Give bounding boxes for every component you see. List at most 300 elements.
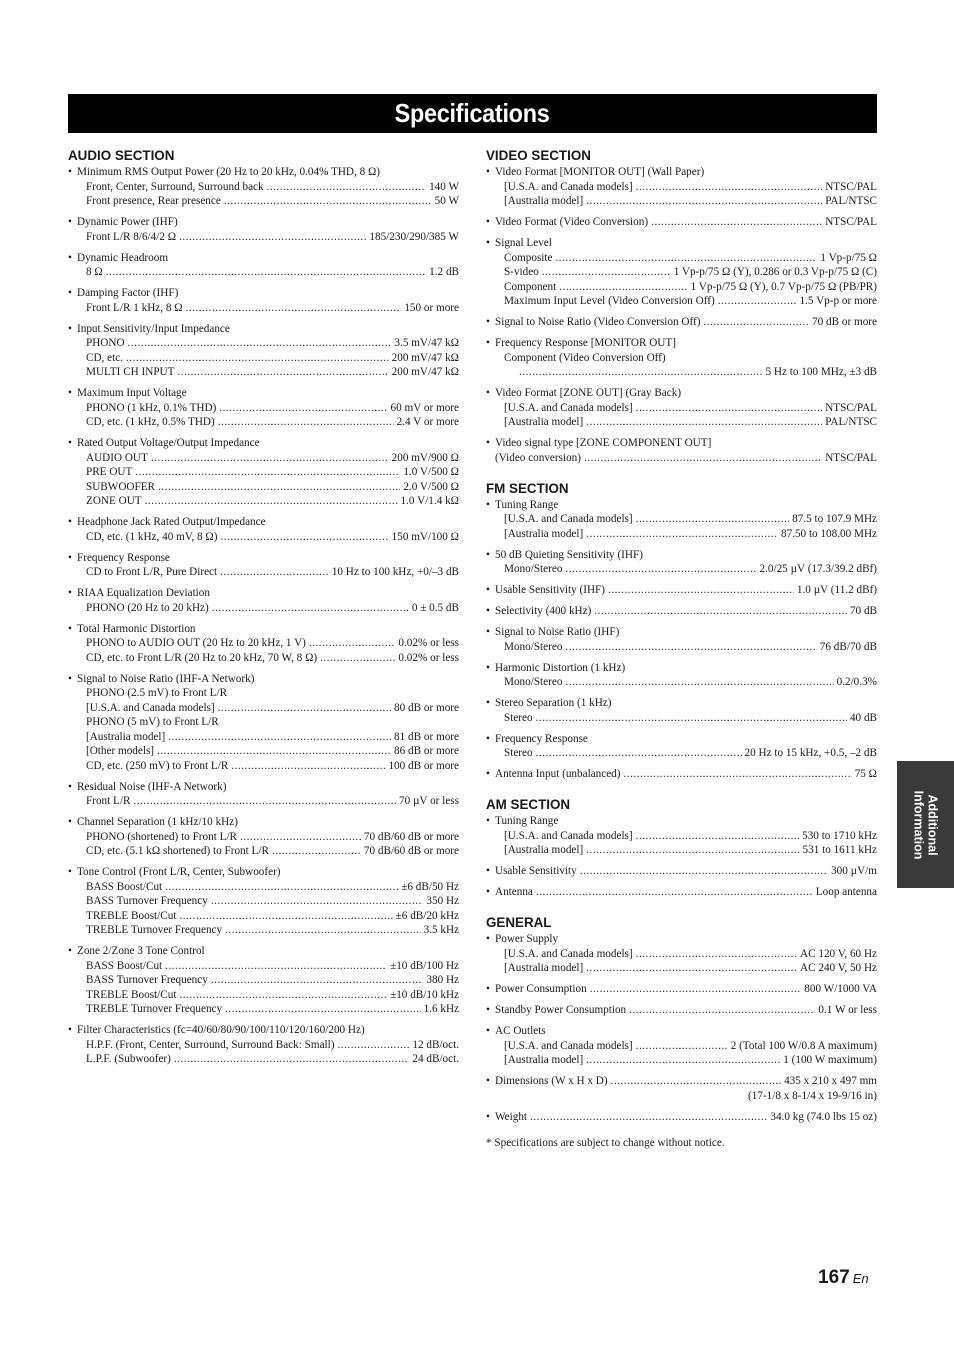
spec-item — [68, 944, 459, 1017]
spec-value: 200 mV/47 kΩ — [391, 351, 459, 364]
spec-value: PAL/NTSC — [825, 416, 877, 428]
spec-value: 87.50 to 108.00 MHz — [780, 527, 877, 540]
spec-section — [486, 472, 877, 782]
spec-label: • Weight — [495, 1110, 528, 1123]
spec-line — [486, 640, 877, 655]
spec-item — [486, 1024, 877, 1068]
spec-line — [68, 465, 459, 480]
spec-item — [486, 814, 877, 858]
dot-leader — [629, 1003, 815, 1018]
spec-label: PHONO (5 mV) to Front L/R — [86, 716, 219, 728]
spec-value: 100 dB or more — [388, 759, 459, 772]
spec-label: [Australia model] — [504, 527, 584, 540]
spec-line — [68, 586, 459, 601]
spec-line — [68, 386, 459, 401]
spec-item — [68, 322, 459, 380]
spec-label: [U.S.A. and Canada models] — [504, 180, 633, 193]
dot-leader — [220, 530, 388, 545]
spec-line — [68, 973, 459, 988]
spec-item — [486, 885, 877, 900]
spec-label: Stereo — [504, 747, 533, 759]
spec-label: PHONO — [86, 337, 125, 349]
spec-line — [68, 265, 459, 280]
spec-label: • Tone Control (Front L/R, Center, Subwoofer) — [77, 866, 281, 878]
spec-line — [486, 436, 877, 451]
dot-leader — [106, 265, 426, 280]
spec-label: Stereo — [504, 711, 533, 724]
dot-leader — [212, 601, 409, 616]
spec-value: 86 dB or more — [394, 745, 459, 757]
spec-label: • Frequency Response — [77, 551, 170, 564]
dot-leader — [240, 830, 361, 845]
spec-value: 70 dB/60 dB or more — [363, 845, 459, 857]
spec-value: 3.5 kHz — [423, 924, 459, 936]
spec-label: SUBWOOFER — [86, 480, 155, 493]
spec-value: 800 W/1000 VA — [804, 983, 877, 995]
page-title: Specifications — [395, 98, 550, 128]
spec-value: NTSC/PAL — [825, 451, 877, 464]
dot-leader — [586, 527, 778, 542]
dot-leader — [211, 894, 424, 909]
spec-value: 2.0/25 µV (17.3/39.2 dBf) — [759, 563, 877, 575]
spec-line — [68, 365, 459, 380]
spec-line — [68, 988, 459, 1003]
spec-label: • Filter Characteristics (fc=40/60/80/90/100/110/120/160/200 Hz) — [77, 1024, 365, 1036]
spec-line — [486, 1039, 877, 1054]
spec-value: 3.5 mV/47 kΩ — [394, 337, 459, 349]
spec-value: 70 dB or more — [812, 316, 877, 328]
dot-leader — [272, 844, 361, 859]
spec-line — [486, 947, 877, 962]
dot-leader — [309, 636, 396, 651]
dot-leader — [145, 494, 398, 509]
spec-line — [68, 744, 459, 759]
spec-line — [486, 661, 877, 676]
spec-line — [68, 530, 459, 545]
spec-item — [68, 586, 459, 615]
dot-leader — [590, 982, 802, 997]
spec-label: • Headphone Jack Rated Output/Impedance — [77, 516, 266, 528]
dot-leader — [651, 215, 822, 230]
spec-label: Front presence, Rear presence — [86, 195, 221, 207]
spec-value: 1.6 kHz — [423, 1003, 459, 1015]
spec-label: • Input Sensitivity/Input Impedance — [77, 322, 230, 335]
dot-leader — [586, 415, 822, 430]
spec-label: [Australia model] — [504, 416, 584, 428]
dot-leader — [179, 909, 392, 924]
spec-value: ±10 dB/10 kHz — [390, 988, 459, 1001]
spec-item — [68, 165, 459, 209]
spec-line — [486, 236, 877, 251]
dot-leader — [584, 451, 822, 466]
spec-label: • RIAA Equalization Deviation — [77, 587, 210, 599]
spec-line — [68, 944, 459, 959]
spec-item — [68, 286, 459, 315]
spec-line — [68, 1038, 459, 1053]
spec-value: 40 dB — [849, 711, 877, 724]
spec-line — [486, 864, 877, 879]
spec-value: 20 Hz to 15 kHz, +0.5, –2 dB — [744, 747, 877, 759]
dot-leader — [320, 651, 395, 666]
spec-label: CD, etc. (250 mV) to Front L/R — [86, 759, 229, 772]
spec-line — [68, 909, 459, 924]
spec-label: CD, etc. — [86, 351, 123, 364]
spec-item — [68, 215, 459, 244]
spec-label: Component (Video Conversion Off) — [504, 351, 666, 364]
spec-line — [486, 1024, 877, 1039]
spec-value: 0.1 W or less — [818, 1004, 877, 1016]
spec-label: PHONO to AUDIO OUT (20 Hz to 20 kHz, 1 V) — [86, 637, 306, 649]
dot-leader — [536, 711, 847, 726]
spec-line — [486, 415, 877, 430]
spec-line — [486, 165, 877, 180]
right-column — [486, 147, 877, 1151]
dot-leader — [133, 794, 396, 809]
spec-label: • Tuning Range — [495, 815, 559, 827]
spec-label: • Damping Factor (IHF) — [77, 287, 179, 299]
section-heading: AUDIO SECTION — [68, 148, 175, 163]
spec-item — [68, 551, 459, 580]
spec-line — [486, 767, 877, 782]
dot-leader — [165, 880, 398, 895]
spec-line — [486, 675, 877, 690]
spec-line — [486, 982, 877, 997]
page-number: 167 En — [818, 1267, 869, 1288]
left-column — [68, 147, 459, 1073]
spec-value: 1 Vp-p/75 Ω — [820, 251, 877, 264]
spec-value: Loop antenna — [815, 886, 877, 898]
dot-leader — [718, 294, 797, 309]
dot-leader — [624, 767, 852, 782]
spec-label: [Australia model] — [504, 1054, 584, 1066]
spec-line — [68, 480, 459, 495]
dot-leader — [338, 1038, 410, 1053]
spec-line — [486, 315, 877, 330]
dot-leader — [174, 1052, 410, 1067]
spec-line — [486, 885, 877, 900]
spec-item — [486, 767, 877, 782]
spec-value: 70 dB — [849, 605, 877, 617]
spec-label: [U.S.A. and Canada models] — [504, 1039, 633, 1052]
spec-item — [486, 336, 877, 380]
spec-value: 2 (Total 100 W/0.8 A maximum) — [730, 1039, 877, 1052]
spec-line — [68, 251, 459, 266]
spec-line — [486, 746, 877, 761]
spec-label: TREBLE Turnover Frequency — [86, 1003, 223, 1015]
spec-label: • Rated Output Voltage/Output Impedance — [77, 437, 260, 449]
spec-line — [68, 844, 459, 859]
spec-item — [68, 815, 459, 859]
spec-item — [68, 672, 459, 774]
spec-label: Mono/Stereo — [504, 563, 563, 575]
spec-label: H.P.F. (Front, Center, Surround, Surround Back: Small) — [86, 1038, 335, 1051]
spec-label: PHONO (shortened) to Front L/R — [86, 830, 238, 843]
spec-label: • Video Format [ZONE OUT] (Gray Back) — [495, 387, 682, 399]
spec-value: ±6 dB/50 Hz — [401, 880, 459, 893]
spec-line — [486, 1053, 877, 1068]
spec-line — [486, 548, 877, 563]
spec-value: 2.4 V or more — [396, 416, 459, 428]
spec-section — [486, 788, 877, 900]
spec-value: 1.0 V/500 Ω — [403, 466, 459, 478]
spec-item — [486, 982, 877, 997]
dot-leader — [168, 730, 391, 745]
spec-label: • Antenna — [495, 886, 533, 898]
spec-line — [68, 830, 459, 845]
dot-leader — [519, 365, 763, 380]
dot-leader — [231, 759, 385, 774]
spec-line — [486, 732, 877, 747]
spec-label: CD, etc. (5.1 kΩ shortened) to Front L/R — [86, 845, 269, 857]
dot-leader — [636, 1039, 728, 1054]
spec-value: 300 µV/m — [831, 865, 877, 877]
spec-item — [68, 386, 459, 430]
spec-value: AC 120 V, 60 Hz — [800, 947, 877, 960]
spec-label: (Video conversion) — [495, 451, 582, 464]
spec-value: 24 dB/oct. — [412, 1053, 459, 1065]
spec-label: • Usable Sensitivity — [495, 865, 577, 877]
spec-label: • Frequency Response [MONITOR OUT] — [495, 337, 676, 349]
dot-leader — [586, 961, 797, 976]
spec-value: 1.0 µV (11.2 dBf) — [796, 584, 877, 596]
spec-value: 435 x 210 x 497 mm — [784, 1075, 877, 1087]
spec-value: 87.5 to 107.9 MHz — [792, 513, 877, 525]
spec-label: [Other models] — [86, 745, 155, 757]
spec-line — [68, 551, 459, 566]
spec-line — [68, 780, 459, 795]
spec-line — [486, 451, 877, 466]
spec-item — [486, 604, 877, 619]
spec-line — [68, 351, 459, 366]
spec-line — [68, 715, 459, 730]
spec-section — [486, 906, 877, 1124]
spec-label: AUDIO OUT — [86, 451, 148, 464]
spec-line — [68, 230, 459, 245]
spec-label: Mono/Stereo — [504, 676, 563, 688]
spec-line — [486, 1089, 877, 1104]
spec-label: • Video Format (Video Conversion) — [495, 216, 649, 228]
spec-line — [486, 194, 877, 209]
spec-value: 530 to 1710 kHz — [802, 829, 877, 842]
spec-section — [486, 147, 877, 465]
spec-item — [68, 1023, 459, 1067]
spec-value: 2.0 V/500 Ω — [403, 480, 459, 493]
spec-label: • Maximum Input Voltage — [77, 387, 187, 399]
spec-line — [486, 1003, 877, 1018]
spec-value: 1 Vp-p/75 Ω (Y), 0.7 Vp-p/75 Ω (PB/PR) — [690, 280, 877, 293]
spec-value: ±6 dB/20 kHz — [395, 909, 459, 922]
spec-label: • Power Supply — [495, 933, 559, 945]
spec-line — [486, 401, 877, 416]
spec-item — [486, 315, 877, 330]
spec-label: [U.S.A. and Canada models] — [86, 701, 215, 714]
dot-leader — [165, 959, 387, 974]
section-heading: AM SECTION — [486, 797, 571, 812]
spec-label: Maximum Input Level (Video Conversion Off) — [504, 295, 715, 307]
spec-value: 5 Hz to 100 MHz, ±3 dB — [765, 366, 877, 378]
spec-value: 10 Hz to 100 kHz, +0/–3 dB — [331, 566, 459, 578]
spec-item — [68, 865, 459, 938]
spec-line — [486, 1110, 877, 1125]
spec-value: 0.02% or less — [398, 637, 459, 649]
spec-value: 140 W — [429, 180, 459, 193]
spec-item — [486, 1074, 877, 1103]
spec-value: 1.2 dB — [429, 266, 459, 278]
spec-label: • Stereo Separation (1 kHz) — [495, 697, 612, 709]
spec-value: 70 dB/60 dB or more — [363, 830, 459, 843]
spec-line — [486, 625, 877, 640]
spec-item — [486, 498, 877, 542]
spec-section — [68, 147, 459, 1067]
spec-label: BASS Boost/Cut — [86, 959, 163, 972]
spec-line — [68, 565, 459, 580]
spec-value: 0 ± 0.5 dB — [411, 601, 459, 614]
spec-line — [68, 322, 459, 337]
spec-line — [486, 696, 877, 711]
spec-label: • Harmonic Distortion (1 kHz) — [495, 661, 626, 674]
dot-leader — [225, 923, 420, 938]
dot-leader — [158, 480, 400, 495]
spec-line — [486, 336, 877, 351]
dot-leader — [703, 315, 809, 330]
spec-line — [486, 251, 877, 266]
spec-line — [68, 494, 459, 509]
spec-label: • Channel Separation (1 kHz/10 kHz) — [77, 816, 238, 828]
dot-leader — [218, 415, 394, 430]
spec-item — [486, 732, 877, 761]
spec-line — [68, 636, 459, 651]
spec-value: ±10 dB/100 Hz — [390, 959, 459, 972]
spec-line — [486, 829, 877, 844]
spec-line — [68, 880, 459, 895]
spec-label: • Dynamic Headroom — [77, 251, 169, 264]
spec-line — [68, 815, 459, 830]
spec-line — [486, 583, 877, 598]
spec-label: 8 Ω — [86, 266, 103, 278]
spec-label: • Selectivity (400 kHz) — [495, 605, 592, 617]
spec-label: Component — [504, 280, 557, 293]
spec-label: TREBLE Turnover Frequency — [86, 924, 223, 936]
spec-line — [68, 451, 459, 466]
spec-label: Front, Center, Surround, Surround back — [86, 180, 264, 193]
spec-item — [486, 864, 877, 879]
dot-leader — [636, 401, 823, 416]
spec-item — [486, 386, 877, 430]
dot-leader — [220, 565, 329, 580]
dot-leader — [559, 280, 687, 295]
spec-label: • Frequency Response — [495, 732, 588, 745]
spec-label: • Zone 2/Zone 3 Tone Control — [77, 945, 205, 957]
dot-leader — [636, 512, 790, 527]
spec-value: 150 mV/100 Ω — [391, 530, 459, 543]
dot-leader — [565, 640, 816, 655]
side-tab-label: Additional Information — [911, 790, 940, 859]
spec-label: ZONE OUT — [86, 495, 142, 507]
spec-label: • Power Consumption — [495, 983, 587, 995]
spec-line — [486, 512, 877, 527]
spec-label: PHONO (1 kHz, 0.1% THD) — [86, 401, 217, 414]
spec-label: CD, etc. to Front L/R (20 Hz to 20 kHz, 70 W, 8 Ω) — [86, 651, 318, 664]
spec-line — [68, 686, 459, 701]
spec-line — [486, 1074, 877, 1089]
spec-item — [68, 251, 459, 280]
spec-label: Composite — [504, 251, 553, 264]
spec-line — [486, 843, 877, 858]
spec-label: Mono/Stereo — [504, 640, 563, 653]
spec-value: 1 Vp-p/75 Ω (Y), 0.286 or 0.3 Vp-p/75 Ω (C) — [673, 266, 877, 278]
spec-label: • Usable Sensitivity (IHF) — [495, 584, 606, 596]
spec-item — [486, 436, 877, 465]
dot-leader — [157, 744, 391, 759]
spec-line — [486, 215, 877, 230]
spec-item — [68, 515, 459, 544]
spec-label: S-video — [504, 266, 539, 278]
spec-line — [68, 622, 459, 637]
spec-value: 185/230/290/385 W — [369, 230, 459, 243]
spec-label: [Australia model] — [86, 730, 166, 743]
spec-value: (17-1/8 x 8-1/4 x 19-9/16 in) — [748, 1089, 877, 1102]
spec-value: NTSC/PAL — [825, 216, 877, 228]
spec-line — [68, 730, 459, 745]
spec-value: AC 240 V, 50 Hz — [800, 962, 877, 974]
dot-leader — [636, 829, 799, 844]
spec-value: 12 dB/oct. — [412, 1038, 459, 1051]
spec-value: 76 dB/70 dB — [819, 640, 877, 653]
dot-leader — [135, 465, 400, 480]
section-heading: VIDEO SECTION — [486, 148, 591, 163]
spec-line — [486, 498, 877, 513]
spec-item — [486, 696, 877, 725]
footnote: * Specifications are subject to change without notice. — [486, 1137, 725, 1149]
dot-leader — [608, 583, 794, 598]
spec-label: • Minimum RMS Output Power (20 Hz to 20 kHz, 0.04% THD, 8 Ω) — [77, 166, 381, 178]
spec-line — [486, 386, 877, 401]
dot-leader — [636, 180, 823, 195]
spec-value: PAL/NTSC — [825, 195, 877, 207]
spec-value: 80 dB or more — [394, 701, 459, 714]
dot-leader — [594, 604, 847, 619]
spec-line — [486, 814, 877, 829]
spec-line — [486, 351, 877, 366]
spec-line — [68, 672, 459, 687]
spec-line — [68, 215, 459, 230]
dot-leader — [151, 451, 389, 466]
spec-value: 200 mV/900 Ω — [391, 451, 459, 464]
spec-label: CD, etc. (1 kHz, 40 mV, 8 Ω) — [86, 530, 218, 543]
spec-label: [Australia model] — [504, 195, 584, 207]
spec-label: • 50 dB Quieting Sensitivity (IHF) — [495, 548, 643, 561]
dot-leader — [586, 1053, 780, 1068]
spec-value: 0.02% or less — [398, 651, 459, 664]
spec-value: 34.0 kg (74.0 lbs 15 oz) — [770, 1110, 877, 1123]
spec-item — [486, 661, 877, 690]
dot-leader — [580, 864, 828, 879]
spec-item — [68, 622, 459, 666]
dot-leader — [126, 351, 389, 366]
spec-line — [68, 601, 459, 616]
spec-line — [486, 294, 877, 309]
spec-value: 75 Ω — [854, 768, 877, 780]
dot-leader — [179, 230, 366, 245]
spec-line — [68, 286, 459, 301]
spec-label: • Total Harmonic Distortion — [77, 622, 196, 635]
spec-label: [U.S.A. and Canada models] — [504, 513, 633, 525]
spec-line — [68, 194, 459, 209]
spec-item — [68, 780, 459, 809]
spec-item — [486, 548, 877, 577]
spec-line — [68, 923, 459, 938]
spec-line — [68, 1023, 459, 1038]
